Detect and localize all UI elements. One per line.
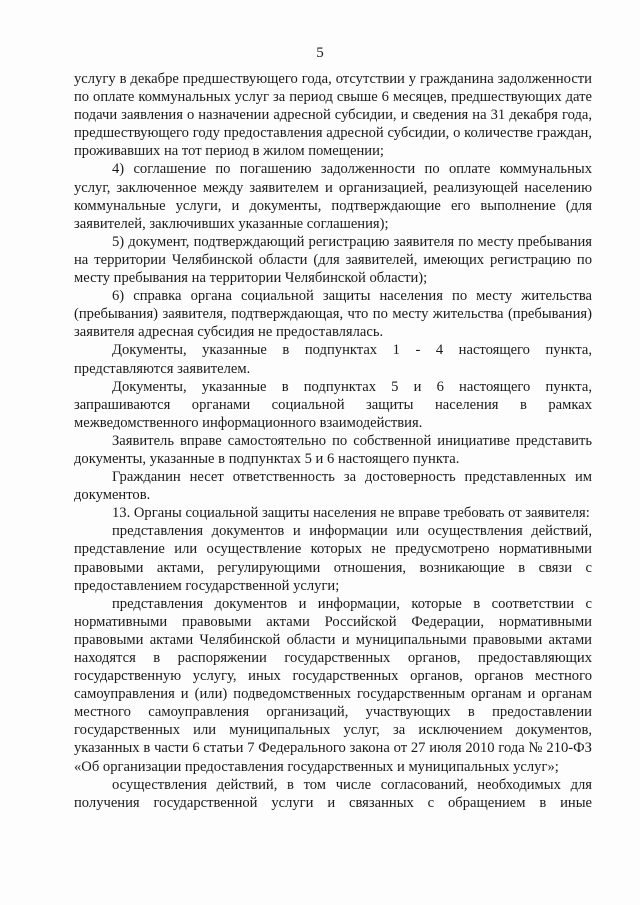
paragraph-documents-1-4: Документы, указанные в подпунктах 1 - 4 настоящего пункта, представляются заявителем.: [74, 342, 592, 377]
paragraph-responsibility: Гражданин несет ответственность за достоверность представленных им документов.: [74, 469, 592, 504]
paragraph-documents-5-6: Документы, указанные в подпунктах 5 и 6 настоящего пункта, запрашиваются органами социальной защиты населения в рамках межведомственного информационного взаимодействия.: [74, 378, 592, 431]
paragraph-requirement-1: представления документов и информации или осуществления действий, представление или осуществление которых не предусмотрено нормативными правовыми актами, регулирующими отношения, возникающие в связи с предоставлением государственной услуги;: [74, 523, 592, 594]
page-number: 5: [316, 45, 324, 61]
paragraph-item-4: 4) соглашение по погашению задолженности по оплате коммунальных услуг, заключенное между заявителем и организацией, реализующей населению коммунальные услуги, и документы, подтверждающие его выполнение (для заявителей, заключивших указанные соглашения);: [74, 161, 592, 232]
paragraph-requirement-2: представления документов и информации, которые в соответствии с нормативными правовыми актами Российской Федерации, нормативными правовыми актами Челябинской области и муниципальными правовыми актами находятся в распоряжении государственных органов, предоставляющих государственную услугу, иных государственных органов, органов местного самоуправления и (или) подведомственных государственным органам и органам местного самоуправления организаций, участвующих в предоставлении государственных или муниципальных услуг, за исключением документов, указанных в части 6 статьи 7 Федерального закона от 27 июля 2010 года № 210-ФЗ «Об организации предоставления государственных и муниципальных услуг»;: [74, 595, 592, 775]
paragraph-section-13: 13. Органы социальной защиты населения не вправе требовать от заявителя:: [112, 505, 590, 522]
document-body: [74, 70, 592, 812]
paragraph-requirement-3: осуществления действий, в том числе согласований, необходимых для получения государственной услуги и связанных с обращением в иные: [74, 776, 592, 811]
paragraph-item-5: 5) документ, подтверждающий регистрацию заявителя по месту пребывания на территории Челябинской области (для заявителей, имеющих регистрацию по месту пребывания на территории Челябинской области);: [74, 233, 592, 287]
paragraph-item-6: 6) справка органа социальной защиты населения по месту жительства (пребывания) заявителя, подтверждающая, что по месту жительства (пребывания) заявителя адресная субсидия не предоставлялась.: [74, 288, 592, 341]
paragraph-applicant-right: Заявитель вправе самостоятельно по собственной инициативе представить документы, указанные в подпунктах 5 и 6 настоящего пункта.: [74, 432, 592, 467]
paragraph-continuation: услугу в декабре предшествующего года, отсутствии у гражданина задолженности по оплате коммунальных услуг за период свыше 6 месяцев, предшествующих дате подачи заявления о назначении адресной субсидии, и сведения на 31 декабря года, предшествующего году предоставления адресной субсидии, о количестве граждан, проживавших на тот период в жилом помещении;: [74, 71, 592, 160]
